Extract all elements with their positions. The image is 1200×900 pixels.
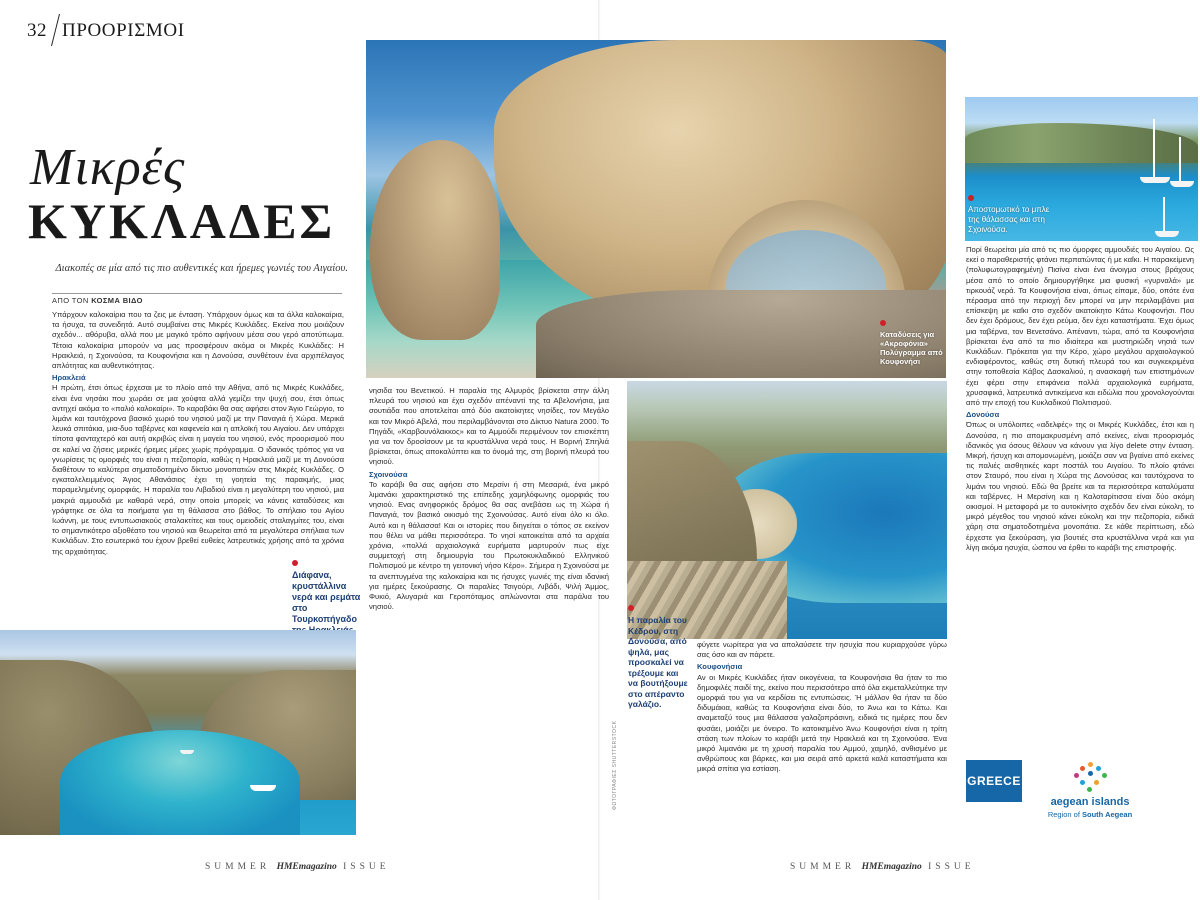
caption-dot [968, 195, 974, 201]
aegean-dots-icon [1070, 762, 1110, 794]
footer-left-mag: ΗΜΕmagazino [276, 862, 337, 872]
subhead-heraklia: Ηρακλειά [52, 373, 86, 383]
donoussa-paragraph: Όπως οι υπόλοιπες «αδελφές» της οι Μικρές Κυκλάδες, έτσι και η Δονούσα, η πιο απομακρυσμένη από εκείνες, είναι προορισμός ιδανικός για όσους θέλουν να κάνουν για λίγο delete στην ένταση. Μικρή, ήσυχη και απομονωμένη, μοιάζει σαν να βγαίνει από εκείνες τις παλιές αισθητικές καρτ ποστάλ του Αιγαίου. Το πλοίο φτάνει στον Σταυρό, που είναι η Χώρα της Δονούσας και ταυτόχρονα το λιμάνι του νησιού. Εδώ θα βρείτε και τα περισσότερα καταλύματα και ταβέρνες. Η Μερσίνη και η Καλοταρίτισσα είναι δύο ακόμη οικισμοί. Η μεταφορά με το αυτοκίνητο σχεδόν δεν είναι εύκολη, το μικρό μέγεθος του νησιού κάνει εύκολη και την πεζοπορία, ειδικά χάρη στα σηματοδοτημένα μονοπάτια. Σε κάθε περίπτωση, εδώ έρχεστε για ξεκούραση, για βουτιές στα κρυστάλλινα νερά και για λίγη ακόμα ησυχία, ώσπου να έρθει το καράβι της επιστροφής. [966, 420, 1194, 552]
caption-harbor-text: Αποστομωτικό το μπλε της θάλασσας και στη Σχοινούσα. [968, 205, 1050, 234]
footer-right-issue: ISSUE [928, 862, 975, 872]
heraklia-paragraph: Η πρώτη, έτσι όπως έρχεσαι με το πλοίο από την Αθήνα, από τις Μικρές Κυκλάδες, είναι ένα νησάκι που χωράει σε μια χούφτα αλλά γεμίζει την ψυχή σου, έτσι όπως αντηχεί ακόμα το «παλιό καλοκαίρι». Το καραβάκι θα σας αφήσει στον Άγιο Γεώργιο, το λιμάνι και ταυτόχρονα βασικό χωριό του νησιού μαζί με την Παναγιά ή Χώρα. Μερικά λευκά σπιτάκια, μια-δυο ταβέρνες και καφενεία και η απλοϊκή του Αιγαίου. Δεν υπάρχει τίποτα φανταχτερό και αυτή ακριβώς είναι η μαγεία του νησιού, ενός προορισμού που σε καλεί να ζήσεις μερικές ήρεμες μέρες χωρίς πρόγραμμα. Ο ιδανικός τρόπος για να γνωρίσεις τις ομορφιές του είναι η πεζοπορία, καθώς η Ηρακλειά μαζί με τη Δονούσα διαθέτουν το καλύτερα σηματοδοτημένο δίκτυο μονοπατιών στις Μικρές Κυκλάδες. Ο εγκαταλελειμμένος Άγιος Αθανάσιος έχει τη γοητεία της παρακμής, μιας παραμελημένης ομορφιάς. Η παραλία του Λιβαδιού είναι η μεγαλύτερη του νησιού, μια μακριά αμμουδιά με καθαρά νερά, στην οποία μπορείς να κάνεις καταδύσεις και γράφτηκε σε όλα τα ποιήματα για τη θάλασσα στο βάθος. Το σπήλαιο του Αγίου Ιωάννη, με τους εντυπωσιακούς σταλακτίτες και τους ομειοδείς σταλαγμίτες του, είναι το σημαντικότερο αξιοθέατο του νησιού και θεωρείται από τα μεγαλύτερα σπήλαια των Κυκλάδων. Στο εσωτερικό του έχουν βρεθεί ευθείες λατρευτικές χρήσης από τα χρόνια της αρχαιότητας. [52, 383, 344, 556]
column2-paragraph-1: νησιδα του Βενετικού. Η παραλία της Αλμυρός βρίσκεται στην άλλη πλευρά του νησιού και έχει σχεδόν απέναντί της τα Αβελονήσια, μια σουτιάδα που αποτελείται από δύο ακατοίκητες νησίδες, τον Μεγάλο και τον Μικρό Αβελά, που περιλαμβάνονται στο Δίκτυο Natura 2000. Το Πηγάδι, «Καρβουνόλακκος» και το Αμμούδι περιμένουν τον επισκέπτη για να τον δροσίσουν με τα κρυστάλλινα νερά τους. Η Βορινή Σπηλιά βρίσκεται, όπως αποκαλύπτει και το όνομά της, στη βορινή πλευρά του νησιού. [369, 386, 609, 467]
header-separator [51, 14, 60, 46]
page-number: 32 [27, 20, 47, 41]
column3-paragraph-1: φύγετε νωρίτερα για να απολαύσετε την ησυχία που κυριαρχούσε γύρω σας όσο και αν πάρετε. [697, 640, 947, 660]
footer-left-season: SUMMER [205, 862, 271, 872]
subhead-schinoussa: Σχοινούσα [369, 469, 408, 479]
footer-left-issue: ISSUE [343, 862, 390, 872]
caption-dot [628, 605, 634, 611]
aegean-islands-logo [1035, 762, 1145, 822]
section-title: ΠΡΟΟΡΙΣΜΟΙ [62, 20, 185, 41]
intro-paragraph: Υπάρχουν καλοκαίρια που τα ζεις με ένταση. Υπάρχουν όμως και τα άλλα καλοκαίρια, τα ήσυχα, τα συνειδητά. Αυτό συμβαίνει στις Μικρές Κυκλάδες. Εκείνα που μοιάζουν σχεδόν... αθόρυβα, αλλά που με μαγικό τρόπο αφήνουν μέσα σου γερό αποτύπωμα. Τέτοια καλοκαίρια μπορούν να μας προσφέρουν ακόμα οι Μικρές Κυκλάδες: Η Ηρακλειά, η Σχοινούσα, τα Κουφονήσια και η Δονούσα, συνθέτουν ένα αρχιπέλαγος απλότητας και αυθεντικότητας. [52, 310, 344, 371]
photo-kedros-bay [627, 381, 947, 639]
caption-dot [880, 320, 886, 326]
article-column-2 [369, 386, 609, 836]
photo-credit: ΦΩΤΟΓΡΑΦΙΕΣ SHUTTERSTOCK [612, 720, 618, 810]
photo-sea-arch [366, 40, 946, 378]
koufonisia-paragraph: Αν οι Μικρές Κυκλάδες ήταν οικογένεια, τα Κουφονήσια θα ήταν το πιο δημοφιλές παιδί της, εκείνο που περισσότερο από όλα εκμεταλλεύτηκε την ομορφιά του για να κερδίσει τις εντυπώσεις. Ή μάλλον θα ήταν τα δύο διδυμάκια, καθώς τα Κουφονήσια είναι δύο, το Άνω και το Κάτω. Και αναμεταξύ τους μια θάλασσα γαλαζοπράσινη, ειδικά τις ημέρες που δεν φυσάει, μοιάζει με όνειρο. Το κατοικημένο Άνω Κουφονήσι είναι η τρίτη στάση των πλοίων το καράβι μετά την Ηρακλειά και τη Σχοινούσα. Ένα μικρό λιμανάκι με τη χρυσή παραλία του Αμμού, χαμηλό, ανθισμένο με ανθρώπους και βάρκες, και μια σειρά από αρκετά καλά καταστήματα και μικρά σπίτια για εστίαση. [697, 672, 947, 774]
headline-line2: ΚΥΚΛΑΔΕΣ [28, 193, 336, 249]
caption-heraklia-text: Διάφανα, κρυστάλλινα νερά και ρεμάτα στο Τουρκοπήγαδο [292, 570, 361, 624]
aegean-brand: aegean islands [1050, 796, 1130, 808]
photo-heraklia-coast [0, 630, 356, 835]
subhead-koufonisia: Κουφονήσια [697, 662, 743, 672]
schinoussa-paragraph: Το καράβι θα σας αφήσει στο Μερσίνι ή στη Μεσαριά, ένα μικρό λιμανάκι χαρακτηριστικό της επίπεδης χαμηλόφωνης ομορφιάς του νησιού. Ενας ανηφορικός δρόμος θα σας ανεβάσει ως τη Χώρα ή Παναγιά, τον βασικό οικισμό της Σχοινούσας. Αυτό είναι όλο κι όλο. Αυτό και η θάλασσα! Και οι ιστορίες που διηγείται ο τόπος σε εκείνον που θέλει να μάθει περισσότερα. Το νησί κατοικείται από τα αρχαία χρόνια, «πολλά αρχαιολογικά ευρήματα μαρτυρούν πως είχε συμμετοχή στη δημιουργία του Πρωτοκυκλαδικού Ελληνικού Πολιτισμού με κέντρο τη γειτονική νήσο Κέρο». Σήμερα η Σχοινούσα με τα ανεπτυγμένα της καλοκαίρια και τις ήσυχες γωνιές της είναι ιδανική για ημέρες ξεκούρασης. Οι παραλίες Τσιγούρι, Λιβάδι, Ψιλή Άμμος, Φυκιό, Αλυγαριά και Γεροπόταμος απλώνονται στα παράλια του νησιού. [369, 479, 609, 612]
byline [52, 293, 342, 305]
caption-harbor [968, 195, 1060, 235]
headline-line1: Μικρές [30, 139, 186, 196]
caption-arch [880, 320, 950, 366]
article-column-3 [697, 640, 947, 836]
byline-author: ΚΟΣΜΑ ΒΙΔΟ [91, 296, 143, 305]
caption-dot [292, 560, 298, 566]
caption-arch-text: Καταδύσεις για «Ακροφόνια» Πολύγραμμα από Κουφονήσι [880, 330, 943, 366]
aegean-region-name: South Aegean [1082, 810, 1133, 819]
footer-left [205, 862, 390, 872]
subhead-donoussa: Δονούσα [966, 410, 1000, 420]
caption-heraklia [292, 560, 364, 636]
article-column-4 [966, 245, 1194, 750]
aegean-region-prefix: Region of [1047, 810, 1080, 819]
footer-right [790, 862, 975, 872]
byline-prefix: ΑΠΟ ΤΟΝ [52, 296, 89, 305]
caption-kedros-text: Η παραλία του Κέδρου, στη Δονούσα, από ψηλά, μας προσκαλεί να τρέξουμε και να βουτήξουμε στο απέραντο γαλάζιο. [628, 615, 688, 709]
aegean-region [1035, 810, 1145, 819]
greece-logo: GREECE [966, 760, 1022, 802]
footer-right-mag: ΗΜΕmagazino [861, 862, 922, 872]
caption-kedros [628, 605, 690, 710]
column4-paragraph-1: Πορί θεωρείται μία από τις πιο όμορφες αμμουδιές του Αιγαίου. Ως εκεί ο παραθεριστής φτάνει περπατώντας ή με καΐκι. Η παρακείμενη (πολυφωτογραφημένη) Πισίνα είναι ένα άνοιγμα στους βράχους μέσα από το οποίο δημιουργήθηκε μια φυσική «γυρναλά» με τιρκουάζ νερά. Τα Κουφονήσια είναι, όπως είπαμε, δύο, οπότε ένα πέρασμα από την περιοχή δεν μπορεί να μην περιλαμβάνει μια επίσκεψη με καΐκι στο σχεδόν ακατοίκητο Κάτω Κουφονήσι. Που δεν έχει δρόμους, δεν έχει ρεύμα, δεν έχει καταστήματα. Έχει όμως μια ταβέρνα, τον Βενετσάνο. Απέναντι, τώρα, από τα Κουφονήσια βρίσκεται ένα από τα πιο ιδιαίτερα και μυστηριώδη νησιά των Κυκλάδων. Πρόκειται για την Κέρο, χώρο μεγάλου αρχαιολογικού ενδιαφέροντος, καθώς στη δυτική πλευρά του και συγκεκριμένα στην τοποθεσία Κάβος Δασκαλιού, η ανασκαφή των επιστημόνων έχει φέρει στην επιφάνεια πολλά αρχαιολογικά ευρήματα, χρυσαφικά, λατρευτικά αντικείμενα και ειδώλια που χρονολογούνται από την εποχή του Κυκλαδικού Πολιτισμού. [966, 245, 1194, 408]
footer-right-season: SUMMER [790, 862, 856, 872]
headline-subtitle: Διακοπές σε μία από τις πιο αυθεντικές και ήρεμες γωνιές του Αιγαίου. [55, 263, 348, 274]
